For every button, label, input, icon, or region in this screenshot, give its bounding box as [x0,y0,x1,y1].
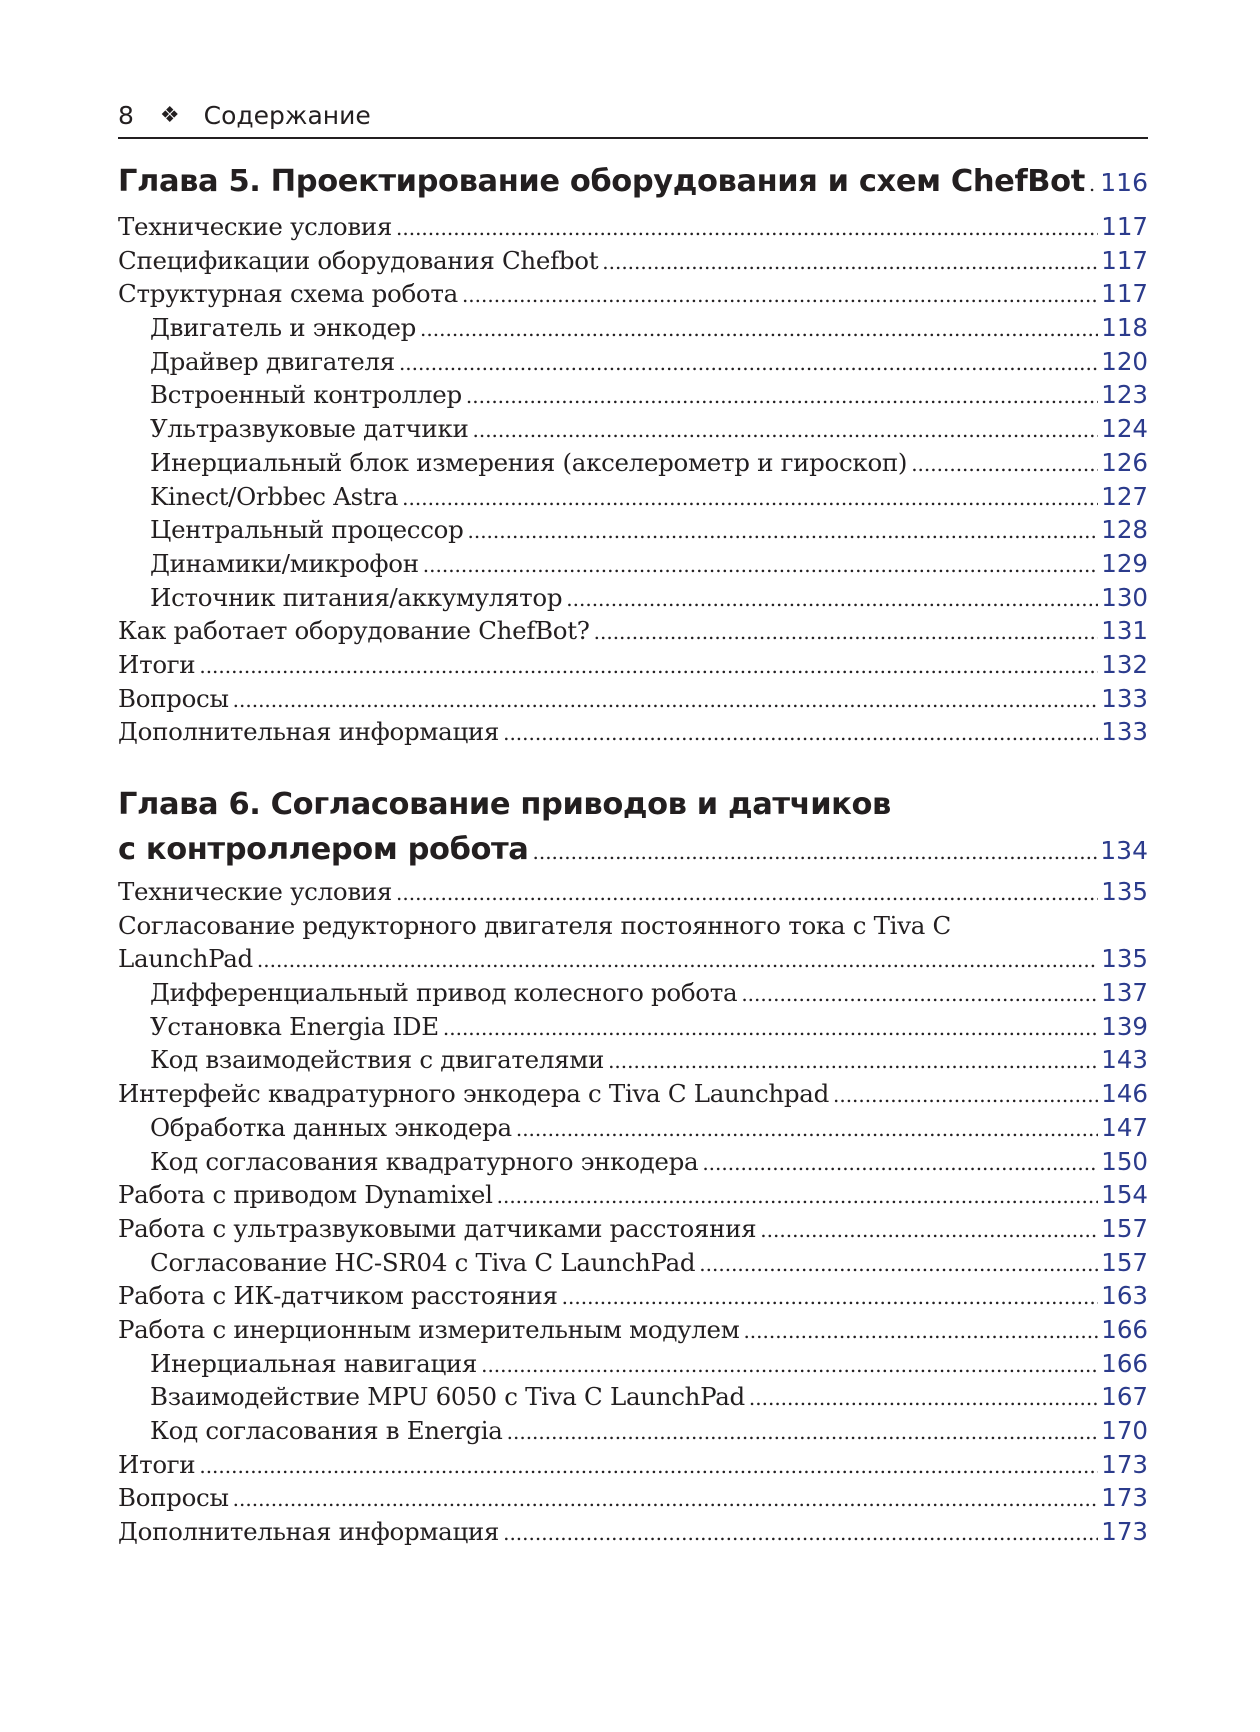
table-of-contents [118,164,1148,1551]
running-header [118,93,1148,139]
dot-leader [423,553,1098,577]
toc-page-number: 135 [1101,877,1148,906]
toc-entry-title: Итоги [118,649,196,679]
toc-entry-title: Дополнительная информация [118,1517,500,1547]
toc-entry-title: Как работает оборудование ChefBot? [118,616,590,646]
toc-entry-title: Встроенный контроллер [150,380,462,410]
toc-entry-title: Динамики/микрофон [150,548,419,578]
toc-page-number: 128 [1101,515,1148,545]
toc-page-number: 126 [1101,447,1148,477]
toc-page-number: 173 [1101,1517,1148,1547]
toc-entry-title: Работа с ультразвуковыми датчиками расстояния [118,1213,757,1243]
dot-leader [233,1487,1099,1511]
toc-entry-title: Код согласования в Energia [150,1416,503,1445]
toc-entry[interactable] [118,717,1148,751]
toc-entry-title: Инерциальный блок измерения (акселерометр и гироскоп) [150,447,908,477]
dot-leader [420,317,1098,341]
toc-entry[interactable] [118,1248,1148,1282]
toc-page-number: 170 [1101,1416,1148,1445]
toc-page-number: 117 [1101,212,1148,241]
toc-entry-title: Источник питания/аккумулятор [150,582,563,612]
toc-page-number: 137 [1101,978,1148,1008]
dot-leader [199,654,1098,678]
toc-entry-title: Согласование HC-SR04 с Tiva C LaunchPad [150,1247,696,1277]
toc-entry[interactable] [118,1079,1148,1113]
ornament-icon: ❖ [159,102,180,128]
dot-leader [743,1319,1098,1343]
dot-leader [497,1184,1099,1208]
toc-page-number: 167 [1101,1382,1148,1412]
toc-page-number: 133 [1101,683,1148,713]
toc-page-number: 157 [1101,1247,1148,1277]
dot-leader [516,1117,1098,1141]
dot-leader [199,1454,1098,1478]
chapter-title: Глава 6. Согласование приводов и датчиков [118,787,891,822]
toc-entry[interactable] [118,1214,1148,1248]
toc-entry-title: Дифференциальный привод колесного робота [150,978,738,1008]
toc-entry[interactable] [118,1045,1148,1079]
dot-leader [594,620,1099,644]
dot-leader [402,486,1098,510]
toc-page-number: 154 [1101,1180,1148,1210]
toc-entry[interactable] [118,1113,1148,1147]
dot-leader [257,948,1098,972]
toc-entry-title: Дополнительная информация [118,717,500,747]
toc-page-number: 131 [1101,616,1148,646]
toc-entry-title: Код взаимодействия с двигателями [150,1045,605,1075]
dot-leader [467,519,1098,543]
toc-page-number: 123 [1101,380,1148,410]
toc-entry[interactable] [118,1281,1148,1315]
chapter-heading[interactable] [118,832,1148,877]
chapter-title: Глава 5. Проектирование оборудования и схем ChefBot [118,164,1085,199]
dot-leader [396,881,1098,905]
toc-page-number: 166 [1101,1314,1148,1344]
dot-leader [749,1386,1098,1410]
toc-entry[interactable] [118,583,1148,617]
toc-page-number: 124 [1101,414,1148,444]
toc-entry-title: Обработка данных энкодера [150,1112,512,1142]
chapter-page-number: 134 [1100,836,1148,865]
toc-page-number: 146 [1101,1079,1148,1109]
toc-entry-title: Согласование редукторного двигателя постоянного тока с Tiva C [118,910,951,940]
toc-entry[interactable] [118,1450,1148,1484]
toc-entry[interactable] [118,1180,1148,1214]
chapter-heading[interactable] [118,164,1148,212]
toc-entry[interactable] [118,212,1148,246]
toc-entry[interactable] [118,650,1148,684]
toc-entry[interactable] [118,684,1148,718]
toc-page-number: 117 [1101,279,1148,309]
dot-leader [503,721,1098,745]
toc-entry-title: Инерциальная навигация [150,1348,478,1378]
toc-entry-title: Ультразвуковые датчики [150,414,469,444]
toc-entry[interactable] [118,1349,1148,1383]
toc-page-number: 118 [1101,313,1148,343]
toc-entry-title: Центральный процессор [150,515,464,545]
toc-page-number: 173 [1101,1449,1148,1479]
toc-entry-title: Код согласования квадратурного энкодера [150,1146,699,1176]
toc-entry[interactable] [118,1517,1148,1551]
toc-page-number: 173 [1101,1483,1148,1513]
toc-entry[interactable] [118,279,1148,313]
toc-entry[interactable] [118,347,1148,381]
section-title: Содержание [203,100,371,130]
toc-entry-title: Работа с ИК-датчиком расстояния [118,1281,558,1311]
toc-page-number: 150 [1101,1146,1148,1176]
toc-entry-title: Установка Energia IDE [150,1011,439,1041]
dot-leader [399,351,1098,375]
toc-entry[interactable] [118,1416,1148,1450]
dot-leader [466,384,1098,408]
toc-page-number: 117 [1101,245,1148,275]
dot-leader [233,688,1099,712]
toc-entry[interactable] [118,1315,1148,1349]
dot-leader [702,1151,1098,1175]
dot-leader [699,1252,1098,1276]
toc-page-number: 133 [1101,717,1148,747]
toc-page-number: 157 [1101,1213,1148,1243]
toc-entry[interactable] [118,944,1148,978]
dot-leader [566,587,1098,611]
toc-entry-title: Kinect/Orbbec Astra [150,481,399,511]
chapter-title: с контроллером робота [118,832,529,867]
chapter-heading[interactable] [118,787,1148,832]
toc-entry[interactable] [118,482,1148,516]
toc-page-number: 129 [1101,548,1148,578]
toc-entry[interactable] [118,246,1148,280]
dot-leader [472,418,1098,442]
chapter-page-number: 116 [1100,168,1148,197]
dot-leader [608,1049,1098,1073]
toc-entry[interactable] [118,877,1148,911]
toc-page-number: 166 [1101,1348,1148,1378]
toc-entry[interactable] [118,1012,1148,1046]
toc-entry[interactable] [118,515,1148,549]
toc-entry-title: Работа с инерционным измерительным модулем [118,1314,740,1344]
dot-leader [562,1285,1099,1309]
toc-page-number: 143 [1101,1045,1148,1075]
dot-leader [462,283,1098,307]
toc-entry[interactable] [118,549,1148,583]
dot-leader [443,1016,1098,1040]
toc-entry[interactable] [118,414,1148,448]
toc-page-number: 163 [1101,1281,1148,1311]
toc-entry[interactable] [118,911,1148,945]
toc-entry-title: LaunchPad [118,944,253,974]
toc-entry[interactable] [118,1147,1148,1181]
toc-entry[interactable] [118,1382,1148,1416]
toc-entry[interactable] [118,978,1148,1012]
dot-leader [741,982,1098,1006]
toc-entry-title: Структурная схема робота [118,279,458,309]
toc-entry[interactable] [118,380,1148,414]
toc-entry-title: Технические условия [118,877,392,906]
page-number: 8 [118,100,134,130]
toc-entry-title: Итоги [118,1449,196,1479]
dot-leader [1089,172,1097,196]
toc-page-number: 135 [1101,944,1148,974]
toc-entry[interactable] [118,448,1148,482]
toc-page-number: 147 [1101,1112,1148,1142]
toc-entry-title: Вопросы [118,1483,229,1513]
dot-leader [760,1218,1098,1242]
toc-entry-title: Двигатель и энкодер [150,313,417,343]
toc-page-number: 127 [1101,481,1148,511]
dot-leader [911,452,1098,476]
toc-page-number: 120 [1101,346,1148,376]
dot-leader [481,1353,1098,1377]
dot-leader [532,840,1097,864]
toc-page-number: 139 [1101,1011,1148,1041]
toc-entry[interactable] [118,616,1148,650]
dot-leader [503,1521,1098,1545]
toc-page-number: 132 [1101,649,1148,679]
toc-entry[interactable] [118,313,1148,347]
toc-entry[interactable] [118,1483,1148,1517]
toc-entry-title: Технические условия [118,212,392,241]
dot-leader [507,1420,1099,1444]
dot-leader [396,216,1098,240]
chapter-gap [118,751,1148,787]
toc-entry-title: Взаимодействие MPU 6050 с Tiva C LaunchPad [150,1382,745,1412]
toc-page-number: 130 [1101,582,1148,612]
toc-entry-title: Работа с приводом Dynamixel [118,1180,493,1210]
toc-entry-title: Вопросы [118,683,229,713]
dot-leader [602,250,1098,274]
toc-entry-title: Интерфейс квадратурного энкодера с Tiva C Launchpad [118,1079,829,1109]
dot-leader [833,1083,1098,1107]
toc-entry-title: Спецификации оборудования Chefbot [118,245,599,275]
toc-entry-title: Драйвер двигателя [150,346,395,376]
